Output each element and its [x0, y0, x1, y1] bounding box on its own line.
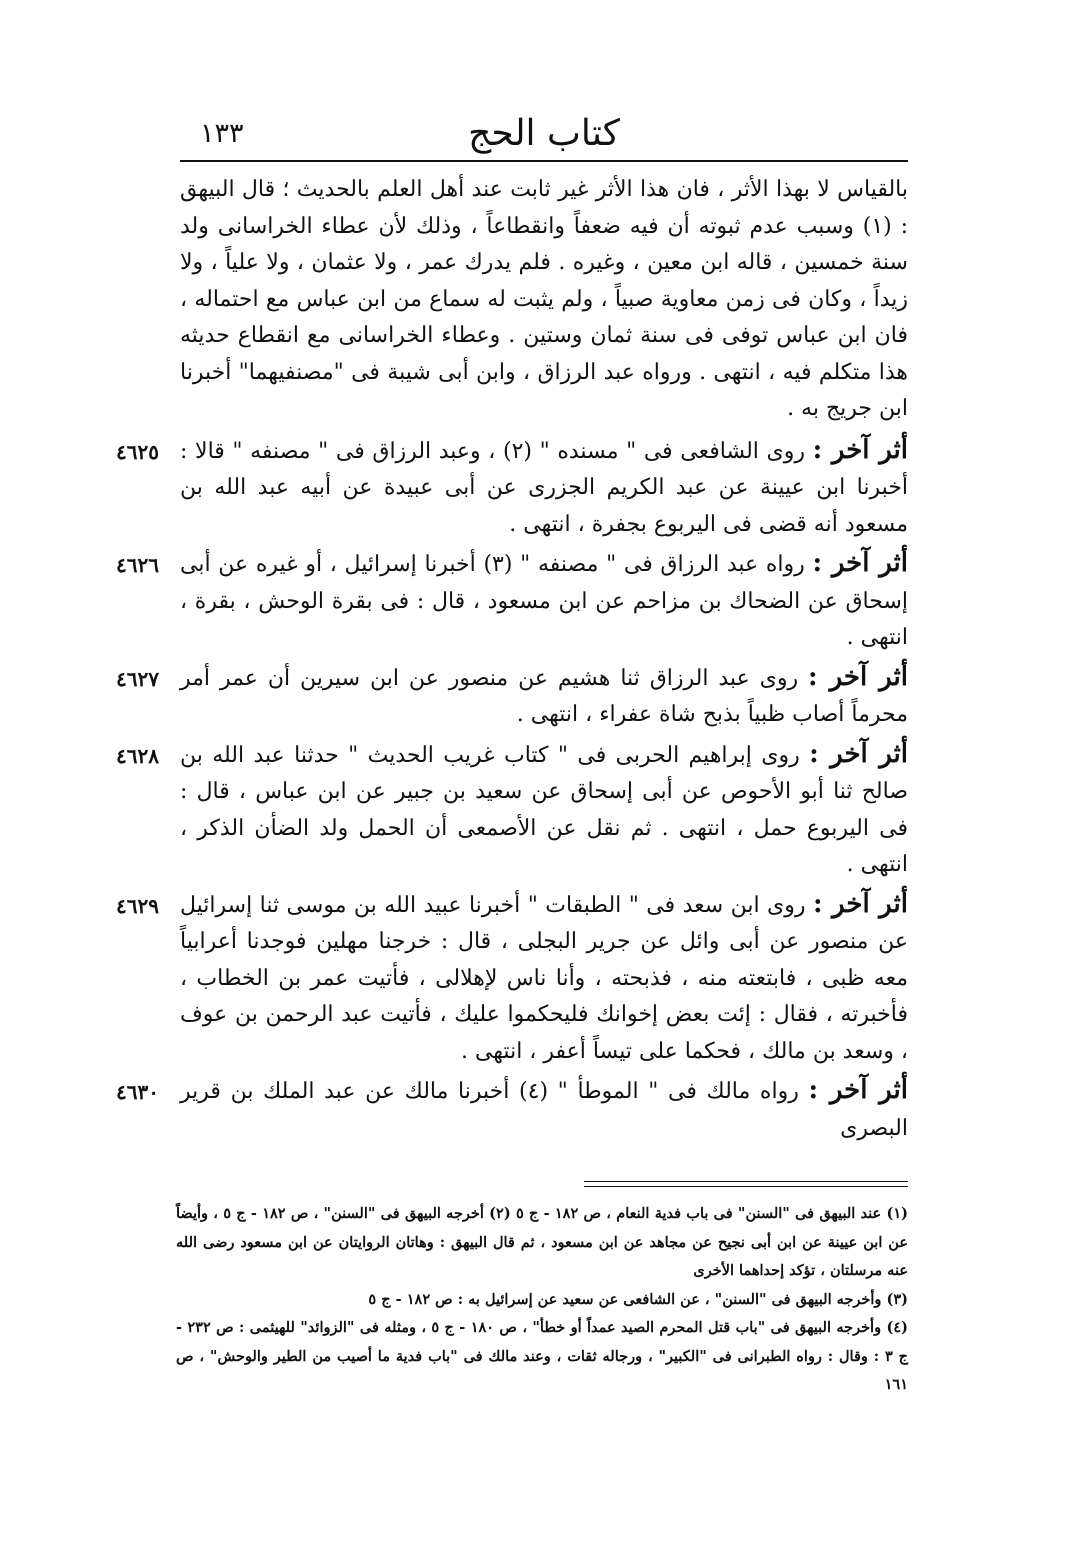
- athar-number: ٤٦٣٠: [116, 1080, 159, 1104]
- page-header: [180, 108, 908, 158]
- athar-text: روى عبد الرزاق ثنا هشيم عن منصور عن ابن سيرين أن عمر أمر محرماً أصاب ظبياً بذبح شاة عفراء ، انتهى .: [180, 665, 908, 727]
- athar-number: ٤٦٢٨: [116, 743, 159, 768]
- athar-text: رواه عبد الرزاق فى " مصنفه " (٣) أخبرنا إسرائيل ، أو غيره عن أبى إسحاق عن الضحاك بن مزاحم عن ابن مسعود ، قال : فى بقرة الوحش ، بقرة ، انتهى .: [180, 552, 908, 650]
- main-text: [116, 172, 908, 1149]
- athar-paragraph: [116, 659, 908, 734]
- footnote: (١) عند البيهق فى "السنن" فى باب فدية النعام ، ص ١٨٢ - ج ٥ (٢) أخرجه البيهق فى "السنن" ، ص ١٨٢ - ج ٥ ، وأيضاً عن ابن عيينة عن ابن أبى نجيح عن مجاهد عن ابن مسعود ، ثم قال البيهق : وهاتان الروايتان عن ابن مسعود رضى الله عنه مرسلتان ، تؤكد إحداهما الأخرى: [176, 1205, 908, 1279]
- athar-lead: أثر آخر :: [808, 1075, 908, 1105]
- athar-paragraph: [116, 886, 908, 1071]
- athar-lead: أثر آخر :: [809, 738, 909, 769]
- athar-text: روى ابن سعد فى " الطبقات " أخبرنا عبيد الله بن موسى ثنا إسرائيل عن منصور عن أبى وائل عن جرير البجلى ، قال : خرجنا مهلين فوجدنا أعرابياً معه ظبى ، فابتعته منه ، فذبحته ، وأنا ناس لإهلالى ، فأتيت عمر بن الخطاب ، فأخبرته ، فقال : إئت بعض إخوانك فليحكموا عليك ، فأتيت عبد الرحمن بن عوف ، وسعد بن مالك ، فحكما على تيساً أعفر ، انتهى .: [180, 892, 908, 1064]
- athar-number: ٤٦٢٦: [116, 553, 159, 577]
- athar-lead: أثر آخر :: [812, 434, 908, 465]
- header-rule: [180, 160, 908, 162]
- footnote-separator: [584, 1186, 908, 1187]
- athar-lead: أثر آخر :: [808, 661, 908, 692]
- athar-paragraph: [116, 736, 908, 884]
- intro-paragraph: بالقياس لا بهذا الأثر ، فان هذا الأثر غير ثابت عند أهل العلم بالحديث ؛ قال البيهق : (١) وسبب عدم ثبوته أن فيه ضعفاً وانقطاعاً ، وذلك لأن عطاء الخراسانى ولد سنة خمسين ، قاله ابن معين ، وغيره . فلم يدرك عمر ، ولا عثمان ، ولا علياً ، ولا زيداً ، وكان فى زمن معاوية صبياً ، ولم يثبت له سماع من ابن عباس مع احتماله ، فان ابن عباس توفى فى سنة ثمان وستين . وعطاء الخراسانى مع انقطاع حديثه هذا متكلم فيه ، انتهى . ورواه عبد الرزاق ، وابن أبى شيبة فى "مصنفيهما" أخبرنا ابن جريج به .: [180, 177, 908, 421]
- footnote: (٤) وأخرجه البيهق فى "باب قتل المحرم الصيد عمداً أو خطأ" ، ص ١٨٠ - ج ٥ ، ومثله فى "الزوائد" للهيثمى : ص ٢٣٢ - ج ٣ : وقال : رواه الطبرانى فى "الكبير" ، ورجاله ثقات ، وعند مالك فى "باب فدية ما أصيب من الطير والوحش" ، ص ١٦١: [176, 1319, 908, 1393]
- athar-lead: أثر آخر :: [812, 548, 909, 578]
- footnote: (٣) وأخرجه البيهق فى "السنن" ، عن الشافعى عن سعيد عن إسرائيل به : ص ١٨٢ - ج ٥: [368, 1290, 908, 1308]
- athar-lead: أثر آخر :: [812, 888, 908, 919]
- athar-paragraph: [116, 545, 908, 657]
- page-number: ١٣٣: [200, 118, 244, 149]
- athar-number: ٤٦٢٧: [116, 666, 159, 691]
- running-title: كتاب الحج: [468, 113, 620, 154]
- footnotes: [176, 1200, 908, 1400]
- athar-paragraph: [116, 1072, 908, 1147]
- athar-text: روى إبراهيم الحربى فى " كتاب غريب الحديث " حدثنا عبد الله بن صالح ثنا أبو الأحوص عن أبى إسحاق عن سعيد بن جبير عن ابن عباس ، قال : فى اليربوع حمل ، انتهى . ثم نقل عن الأصمعى أن الحمل ولد الضأن الذكر ، انتهى .: [180, 742, 908, 877]
- footnote-separator: [584, 1181, 908, 1182]
- athar-text: رواه مالك فى " الموطأ " (٤) أخبرنا مالك عن عبد الملك بن قرير البصرى: [180, 1079, 908, 1141]
- athar-paragraph: [116, 432, 908, 544]
- athar-text: روى الشافعى فى " مسنده " (٢) ، وعبد الرزاق فى " مصنفه " قالا : أخبرنا ابن عيينة عن عبد الكريم الجزرى عن أبى عبيدة عن أبيه عبد الله بن مسعود أنه قضى فى اليربوع بجفرة ، انتهى .: [180, 438, 908, 537]
- athar-number: ٤٦٢٩: [116, 893, 159, 918]
- athar-number: ٤٦٢٥: [116, 439, 159, 464]
